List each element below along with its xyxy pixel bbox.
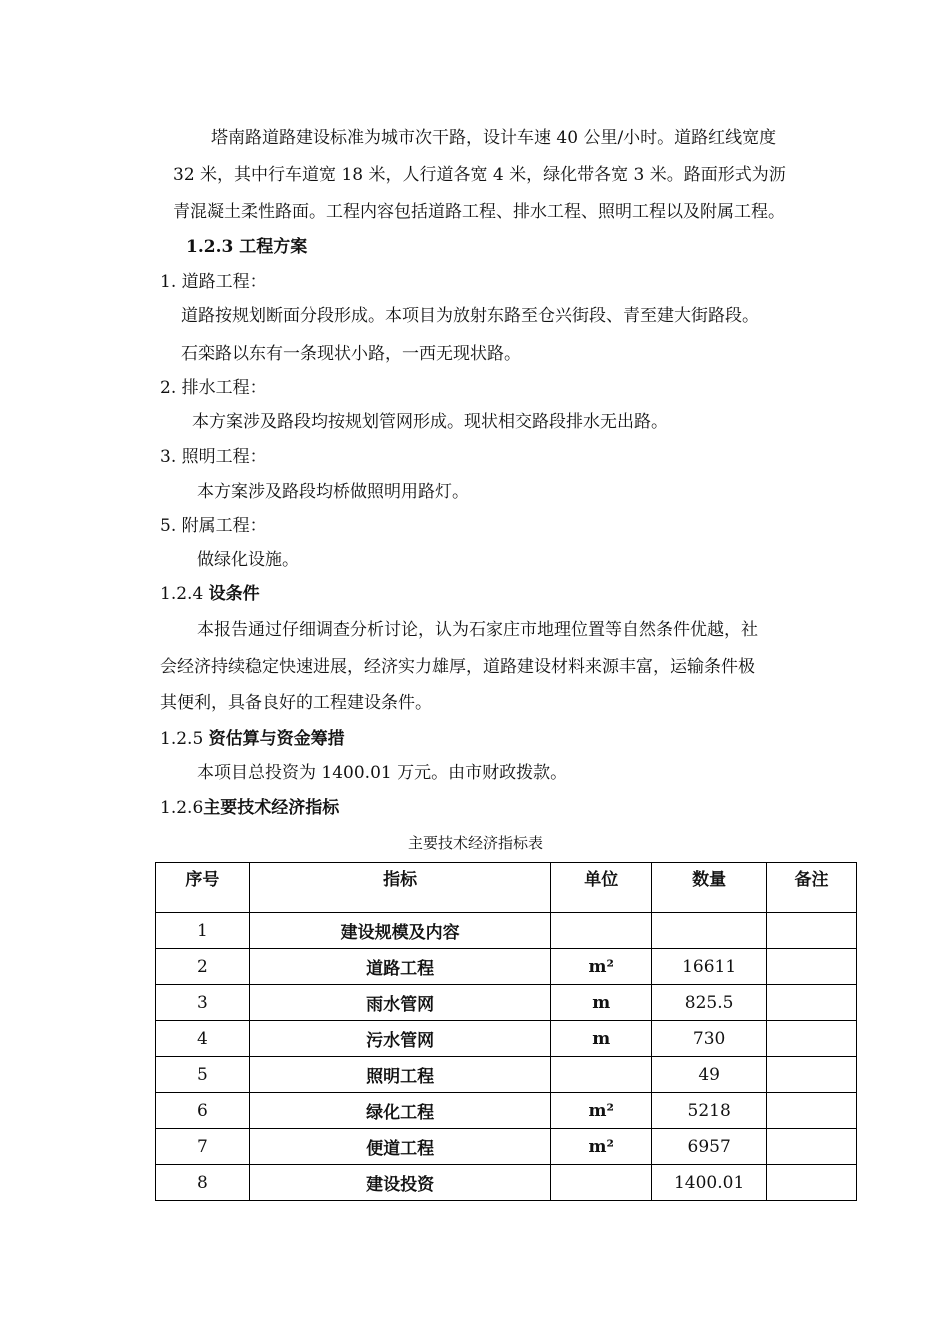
cell-unit: m² xyxy=(551,1093,652,1129)
cell-quantity: 16611 xyxy=(652,949,767,985)
item-road-text-1: 道路按规划断面分段形成。本项目为放射东路至仓兴街段、青至建大街路段。 xyxy=(181,306,759,326)
cell-remark xyxy=(767,1129,857,1165)
cell-unit: m² xyxy=(551,1129,652,1165)
item-drainage-label: 2. 排水工程： xyxy=(160,378,267,398)
header-unit: 单位 xyxy=(551,863,652,913)
cell-indicator: 雨水管网 xyxy=(249,985,550,1021)
cell-remark xyxy=(767,949,857,985)
cell-quantity: 6957 xyxy=(652,1129,767,1165)
cell-index: 7 xyxy=(156,1129,250,1165)
table-row xyxy=(156,985,857,1021)
cell-quantity: 730 xyxy=(652,1021,767,1057)
item-road-label: 1. 道路工程： xyxy=(160,272,267,292)
cell-unit xyxy=(551,1165,652,1201)
cell-indicator: 照明工程 xyxy=(249,1057,550,1093)
cell-indicator: 道路工程 xyxy=(249,949,550,985)
cell-index: 6 xyxy=(156,1093,250,1129)
cell-remark xyxy=(767,913,857,949)
cell-quantity: 825.5 xyxy=(652,985,767,1021)
cell-unit xyxy=(551,913,652,949)
section-number: 1.2.5 xyxy=(160,729,204,749)
header-quantity: 数量 xyxy=(652,863,767,913)
item-drainage-text: 本方案涉及路段均按规划管网形成。现状相交路段排水无出路。 xyxy=(192,412,668,432)
conditions-line-1: 本报告通过仔细调查分析讨论，认为石家庄市地理位置等自然条件优越，社 xyxy=(197,620,758,640)
section-title: 资估算与资金筹措 xyxy=(208,729,345,749)
cell-remark xyxy=(767,985,857,1021)
cell-index: 1 xyxy=(156,913,250,949)
cell-indicator: 建设投资 xyxy=(249,1165,550,1201)
cell-quantity: 49 xyxy=(652,1057,767,1093)
header-remark: 备注 xyxy=(767,863,857,913)
table-row xyxy=(156,1129,857,1165)
cell-quantity xyxy=(652,913,767,949)
intro-line-2: 32 米，其中行车道宽 18 米，人行道各宽 4 米，绿化带各宽 3 米。路面形式为沥 xyxy=(173,165,786,185)
section-number: 1.2.4 xyxy=(160,584,204,604)
cell-remark xyxy=(767,1165,857,1201)
header-index: 序号 xyxy=(156,863,250,913)
cell-unit xyxy=(551,1057,652,1093)
cell-index: 8 xyxy=(156,1165,250,1201)
table-row xyxy=(156,1021,857,1057)
cell-unit: m xyxy=(551,985,652,1021)
item-lighting-label: 3. 照明工程： xyxy=(160,447,267,467)
cell-quantity: 5218 xyxy=(652,1093,767,1129)
item-lighting-text: 本方案涉及路段均桥做照明用路灯。 xyxy=(197,482,469,502)
section-heading-1-2-6 xyxy=(160,796,339,820)
header-indicator: 指标 xyxy=(249,863,550,913)
section-title: 设条件 xyxy=(208,584,260,604)
cell-unit: m xyxy=(551,1021,652,1057)
section-number: 1.2.6 xyxy=(160,798,204,818)
investment-line: 本项目总投资为 1400.01 万元。由市财政拨款。 xyxy=(197,763,568,783)
section-heading-1-2-3: 1.2.3 工程方案 xyxy=(186,237,308,257)
conditions-line-3: 其便利，具备良好的工程建设条件。 xyxy=(160,693,432,713)
table-header-row xyxy=(156,863,857,913)
cell-remark xyxy=(767,1021,857,1057)
table-row xyxy=(156,1057,857,1093)
intro-line-3: 青混凝土柔性路面。工程内容包括道路工程、排水工程、照明工程以及附属工程。 xyxy=(173,202,785,222)
section-heading-1-2-4 xyxy=(160,582,260,606)
conditions-line-2: 会经济持续稳定快速进展，经济实力雄厚，道路建设材料来源丰富，运输条件极 xyxy=(160,657,755,677)
cell-indicator: 建设规模及内容 xyxy=(249,913,550,949)
table-row xyxy=(156,1093,857,1129)
cell-index: 3 xyxy=(156,985,250,1021)
cell-quantity: 1400.01 xyxy=(652,1165,767,1201)
cell-indicator: 绿化工程 xyxy=(249,1093,550,1129)
table-caption: 主要技术经济指标表 xyxy=(408,834,544,852)
item-ancillary-label: 5. 附属工程： xyxy=(160,516,267,536)
indicator-table xyxy=(155,862,857,1201)
item-road-text-2: 石栾路以东有一条现状小路，一西无现状路。 xyxy=(181,344,521,364)
cell-index: 5 xyxy=(156,1057,250,1093)
table-row xyxy=(156,913,857,949)
table-row xyxy=(156,1165,857,1201)
cell-indicator: 污水管网 xyxy=(249,1021,550,1057)
cell-unit: m² xyxy=(551,949,652,985)
intro-line-1: 塔南路道路建设标准为城市次干路，设计车速 40 公里/小时。道路红线宽度 xyxy=(211,128,777,148)
cell-index: 2 xyxy=(156,949,250,985)
item-ancillary-text: 做绿化设施。 xyxy=(197,550,299,570)
cell-remark xyxy=(767,1057,857,1093)
table-row xyxy=(156,949,857,985)
cell-index: 4 xyxy=(156,1021,250,1057)
cell-remark xyxy=(767,1093,857,1129)
section-title: 主要技术经济指标 xyxy=(203,798,340,818)
section-heading-1-2-5 xyxy=(160,727,345,751)
cell-indicator: 便道工程 xyxy=(249,1129,550,1165)
